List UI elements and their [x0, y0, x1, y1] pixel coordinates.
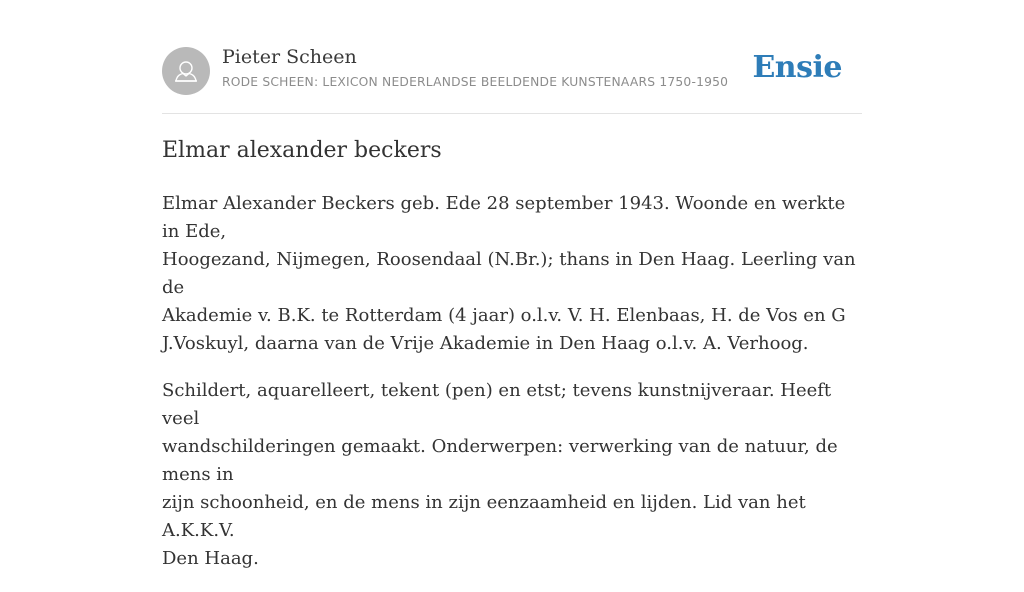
text-line: J.Voskuyl, daarna van de Vrije Akademie in Den Haag o.l.v. A. Verhoog.	[162, 333, 809, 354]
user-silhouette-icon	[162, 47, 210, 95]
text-line: Den Haag.	[162, 548, 259, 569]
paragraph	[162, 190, 862, 358]
header-divider	[162, 113, 862, 114]
text-line: Hoogezand, Nijmegen, Roosendaal (N.Br.); thans in Den Haag. Leerling van de	[162, 249, 856, 298]
text-line: Schildert, aquarelleert, tekent (pen) en etst; tevens kunstnijveraar. Heeft veel	[162, 380, 832, 429]
author-avatar[interactable]	[162, 47, 210, 95]
text-line: Akademie v. B.K. te Rotterdam (4 jaar) o.l.v. V. H. Elenbaas, H. de Vos en G	[162, 305, 846, 326]
ensie-logo[interactable]: Ensie	[752, 50, 842, 85]
text-line: wandschilderingen gemaakt. Onderwerpen: verwerking van de natuur, de mens in	[162, 436, 838, 485]
source-title[interactable]: RODE SCHEEN: LEXICON NEDERLANDSE BEELDENDE KUNSTENAARS 1750-1950	[222, 75, 729, 89]
author-name[interactable]: Pieter Scheen	[222, 46, 357, 68]
paragraph	[162, 377, 862, 573]
text-line: zijn schoonheid, en de mens in zijn eenzaamheid en lijden. Lid van het A.K.K.V.	[162, 492, 806, 541]
article-title: Elmar alexander beckers	[162, 138, 442, 163]
article-body	[162, 190, 862, 592]
text-line: Elmar Alexander Beckers geb. Ede 28 september 1943. Woonde en werkte in Ede,	[162, 193, 846, 242]
author-header	[162, 46, 862, 96]
